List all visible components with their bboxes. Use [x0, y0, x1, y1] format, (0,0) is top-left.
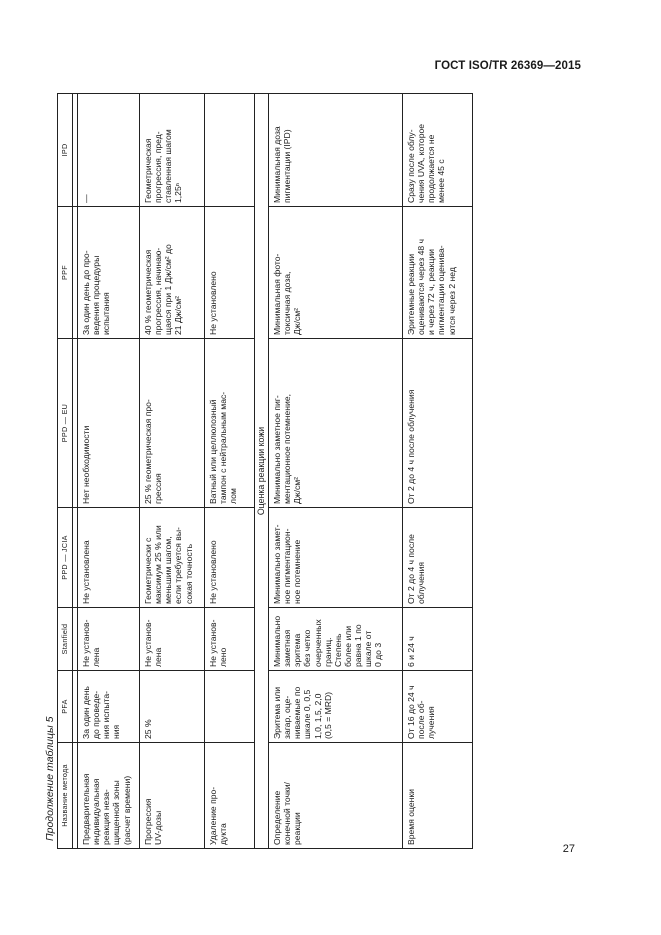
cell-text: Не установлена	[81, 540, 91, 604]
cell-method-name	[78, 743, 140, 849]
standard-designation: ГОСТ ISO/TR 26369—2015	[434, 60, 581, 72]
cell-ipd	[205, 94, 255, 207]
column-header-pfa: PFA	[58, 671, 73, 743]
cell-ppd-jcia	[403, 508, 473, 608]
cell-text: Ватный или целлюлозный тампон с нейтральным мас- лом	[208, 391, 239, 504]
cell-text: Минимально заметная эритема без четко очерченных границ. Степень более или равна 1 по шкале от 0 до 3	[272, 615, 384, 667]
table-row	[140, 94, 205, 849]
cell-text: Прогрессия UV-дозы	[143, 798, 164, 845]
column-header-method: Название метода	[58, 743, 73, 849]
methods-comparison-table	[57, 93, 473, 849]
cell-ipd	[78, 94, 140, 207]
cell-pfa	[140, 671, 205, 743]
cell-text: За один день до проведе- ния испыта- ния	[81, 686, 122, 739]
cell-text: Не установлено	[208, 271, 218, 335]
cell-ppd-eu	[403, 339, 473, 508]
cell-text: Определение конечной точки/ реакции	[272, 782, 303, 845]
cell-ppf	[140, 207, 205, 339]
column-header-ipd: IPD	[58, 94, 73, 207]
cell-ppd-eu	[205, 339, 255, 508]
cell-ppd-eu	[269, 339, 403, 508]
cell-method-name	[205, 743, 255, 849]
cell-text: Минимально заметное пиг- ментационное потемнение, Дж/см²	[272, 393, 303, 504]
cell-text: Не установ- лена	[143, 619, 164, 667]
cell-text: 25 % геометрическая про- грессия	[143, 399, 164, 504]
table-header-row	[58, 94, 73, 849]
rotated-table-container	[57, 94, 473, 849]
cell-stanfield	[78, 608, 140, 671]
cell-pfa	[269, 671, 403, 743]
cell-ipd	[269, 94, 403, 207]
table-caption: Продолжение таблицы 5	[44, 716, 56, 841]
cell-text: От 2 до 4 ч после облучения	[406, 389, 416, 504]
cell-stanfield	[269, 608, 403, 671]
column-header-stanfield: Stanfield	[58, 608, 73, 671]
cell-text: От 2 до 4 ч после облучения	[406, 534, 427, 604]
cell-text: Минимально замет- ное пигментацион- ное потемнение	[272, 524, 303, 604]
cell-pfa	[403, 671, 473, 743]
section-header-row	[255, 94, 269, 849]
cell-text: Геометрическая прогрессия, пред- ставленная шагом 1,25ⁿ	[143, 129, 184, 203]
cell-ppd-jcia	[205, 508, 255, 608]
column-header-ppf: PPF	[58, 207, 73, 339]
cell-text: Сразу после облу- чения UVA, которое продолжается не менее 45 с	[406, 123, 447, 203]
cell-ipd	[140, 94, 205, 207]
cell-text: Время оценки	[406, 789, 416, 845]
cell-text: 40 % геометрическая прогрессия, начинаю- щаяся при 1 Дж/см² до 21 Дж/см²	[143, 244, 184, 335]
section-title: Оценка реакции кожи	[255, 94, 269, 849]
cell-ppd-eu	[78, 339, 140, 508]
page-number: 27	[562, 843, 575, 855]
cell-stanfield	[403, 608, 473, 671]
cell-ppf	[269, 207, 403, 339]
cell-text: Минимальная доза пигментации (IPD)	[272, 126, 293, 203]
cell-text: —	[81, 194, 91, 203]
cell-ppd-jcia	[140, 508, 205, 608]
cell-text: Эритемные реакции оцениваются через 48 ч и через 72 ч, реакции пигментации оценива- ются через 2 нед	[406, 239, 457, 335]
table-row	[403, 94, 473, 849]
column-header-ppd-jcia: PPD — JCIA	[58, 508, 73, 608]
cell-text: Предварительная индивидуальная реакция неза- щищенной зоны (расчет времени)	[81, 773, 132, 845]
cell-text: Эритема или загар, оце- ниваемые по шкале 0, 0,5 1,0, 1,5, 2,0 (0,5 = MRD)	[272, 686, 333, 739]
cell-stanfield	[205, 608, 255, 671]
cell-text: Удаление про- дукта	[208, 786, 229, 845]
cell-text: Не установлено	[208, 540, 218, 604]
cell-text: Минимальная фото- токсичная доза, Дж/см²	[272, 253, 303, 335]
cell-ppf	[205, 207, 255, 339]
cell-text: 6 и 24 ч	[406, 636, 416, 667]
cell-ppd-eu	[140, 339, 205, 508]
cell-pfa	[78, 671, 140, 743]
cell-method-name	[403, 743, 473, 849]
cell-text: За один день до про- ведения процедуры испытания	[81, 250, 112, 335]
cell-text: Геометрически с максимум 25 % или меньшим шагом, если требуется вы- сокая точность	[143, 525, 194, 604]
cell-ipd	[403, 94, 473, 207]
table-row	[269, 94, 403, 849]
cell-method-name	[269, 743, 403, 849]
cell-text: От 16 до 24 ч после об- лучения	[406, 685, 437, 739]
cell-ppf	[403, 207, 473, 339]
cell-ppf	[78, 207, 140, 339]
cell-method-name	[140, 743, 205, 849]
cell-text: Не установ- лена	[81, 619, 102, 667]
column-header-ppd-eu: PPD — EU	[58, 339, 73, 508]
cell-stanfield	[140, 608, 205, 671]
cell-text: 25 %	[143, 719, 153, 739]
table-row	[78, 94, 140, 849]
cell-pfa	[205, 671, 255, 743]
cell-ppd-jcia	[78, 508, 140, 608]
cell-text: Нет необходимости	[81, 425, 91, 504]
table-row	[205, 94, 255, 849]
cell-text: Не установ- лено	[208, 619, 229, 667]
cell-ppd-jcia	[269, 508, 403, 608]
